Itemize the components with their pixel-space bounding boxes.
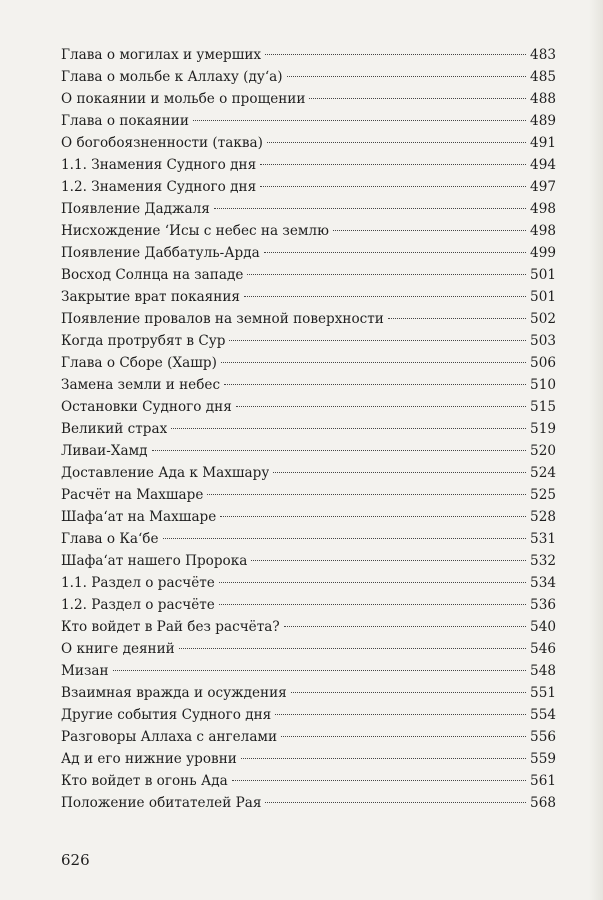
toc-entry xyxy=(61,308,556,330)
toc-entry xyxy=(61,682,556,704)
toc-entry-page: 489 xyxy=(530,113,556,129)
toc-entry-page: 568 xyxy=(530,795,556,811)
toc-entry xyxy=(61,440,556,462)
toc-entry-title: Положение обитателей Рая xyxy=(61,795,262,811)
toc-entry-title: Появление провалов на земной поверхности xyxy=(61,311,384,327)
dot-leader xyxy=(281,736,526,737)
toc-entry-page: 551 xyxy=(530,685,556,701)
toc-entry-page: 536 xyxy=(530,597,556,613)
toc-entry xyxy=(61,770,556,792)
toc-entry xyxy=(61,792,556,814)
toc-entry-page: 501 xyxy=(530,289,556,305)
toc-entry-page: 540 xyxy=(530,619,556,635)
toc-entry-page: 519 xyxy=(530,421,556,437)
dot-leader xyxy=(264,252,526,253)
dot-leader xyxy=(193,120,526,121)
dot-leader xyxy=(273,472,526,473)
toc-entry xyxy=(61,528,556,550)
dot-leader xyxy=(163,538,527,539)
toc-entry xyxy=(61,220,556,242)
dot-leader xyxy=(260,164,526,165)
toc-entry xyxy=(61,154,556,176)
dot-leader xyxy=(221,362,526,363)
toc-entry-title: Когда протрубят в Сур xyxy=(61,333,226,349)
toc-entry-title: Разговоры Аллаха с ангелами xyxy=(61,729,278,745)
toc-entry-page: 498 xyxy=(530,201,556,217)
dot-leader xyxy=(265,54,526,55)
toc-entry-page: 554 xyxy=(530,707,556,723)
toc-entry xyxy=(61,616,556,638)
dot-leader xyxy=(207,494,526,495)
toc-entry-page: 548 xyxy=(530,663,556,679)
dot-leader xyxy=(388,318,526,319)
dot-leader xyxy=(265,802,526,803)
dot-leader xyxy=(113,670,526,671)
dot-leader xyxy=(171,428,526,429)
toc-entry xyxy=(61,110,556,132)
toc-entry-title: Шафа‘ат на Махшаре xyxy=(61,509,217,525)
dot-leader xyxy=(309,98,526,99)
toc-entry-page: 528 xyxy=(530,509,556,525)
toc-entry-title: Глава о Ка‘бе xyxy=(61,531,159,547)
dot-leader xyxy=(219,582,526,583)
toc-entry xyxy=(61,484,556,506)
toc-entry-page: 491 xyxy=(530,135,556,151)
toc-entry-title: Доставление Ада к Махшару xyxy=(61,465,270,481)
toc-entry-page: 559 xyxy=(530,751,556,767)
toc-entry-title: О книге деяний xyxy=(61,641,175,657)
toc-entry-title: Восход Солнца на западе xyxy=(61,267,244,283)
toc-entry-page: 506 xyxy=(530,355,556,371)
dot-leader xyxy=(267,142,526,143)
toc-entry-title: Появление Даббатуль-Арда xyxy=(61,245,260,261)
dot-leader xyxy=(247,274,526,275)
toc-entry-page: 532 xyxy=(530,553,556,569)
toc-entry-title: Великий страх xyxy=(61,421,168,437)
toc-entry xyxy=(61,88,556,110)
dot-leader xyxy=(284,626,526,627)
toc-entry-page: 524 xyxy=(530,465,556,481)
toc-entry-page: 488 xyxy=(530,91,556,107)
toc-entry-page: 520 xyxy=(530,443,556,459)
toc-entry-title: Кто войдет в Рай без расчёта? xyxy=(61,619,280,635)
toc-entry-title: Глава о мольбе к Аллаху (ду‘а) xyxy=(61,69,283,85)
dot-leader xyxy=(232,780,526,781)
dot-leader xyxy=(241,758,526,759)
toc-entry xyxy=(61,198,556,220)
toc-entry-page: 501 xyxy=(530,267,556,283)
toc-entry xyxy=(61,176,556,198)
toc-entry xyxy=(61,660,556,682)
table-of-contents xyxy=(61,44,556,814)
dot-leader xyxy=(287,76,527,77)
toc-entry xyxy=(61,264,556,286)
dot-leader xyxy=(214,208,526,209)
toc-entry-title: Глава о Сборе (Хашр) xyxy=(61,355,217,371)
toc-entry xyxy=(61,748,556,770)
toc-entry-page: 534 xyxy=(530,575,556,591)
toc-entry xyxy=(61,44,556,66)
toc-entry xyxy=(61,704,556,726)
toc-entry-page: 561 xyxy=(530,773,556,789)
toc-entry xyxy=(61,242,556,264)
dot-leader xyxy=(220,516,526,517)
toc-entry-title: Глава о могилах и умерших xyxy=(61,47,262,63)
toc-entry xyxy=(61,506,556,528)
toc-entry-page: 556 xyxy=(530,729,556,745)
dot-leader xyxy=(275,714,526,715)
toc-entry xyxy=(61,594,556,616)
toc-entry xyxy=(61,132,556,154)
toc-entry-title: 1.2. Знамения Судного дня xyxy=(61,179,257,195)
toc-entry xyxy=(61,462,556,484)
toc-entry-title: Глава о покаянии xyxy=(61,113,189,129)
toc-entry-page: 494 xyxy=(530,157,556,173)
toc-entry-page: 525 xyxy=(530,487,556,503)
toc-entry-page: 515 xyxy=(530,399,556,415)
toc-entry xyxy=(61,418,556,440)
toc-entry-page: 502 xyxy=(530,311,556,327)
toc-entry xyxy=(61,374,556,396)
toc-entry-page: 497 xyxy=(530,179,556,195)
page-edge-shadow xyxy=(589,0,603,900)
dot-leader xyxy=(251,560,526,561)
toc-entry xyxy=(61,330,556,352)
toc-entry-title: Замена земли и небес xyxy=(61,377,221,393)
toc-entry-title: Кто войдет в огонь Ада xyxy=(61,773,228,789)
toc-entry-title: Взаимная вражда и осуждения xyxy=(61,685,287,701)
dot-leader xyxy=(179,648,526,649)
toc-entry xyxy=(61,726,556,748)
dot-leader xyxy=(244,296,526,297)
toc-entry-title: Закрытие врат покаяния xyxy=(61,289,240,305)
toc-entry-title: Нисхождение ‘Исы с небес на землю xyxy=(61,223,329,239)
toc-entry-page: 499 xyxy=(530,245,556,261)
toc-entry xyxy=(61,66,556,88)
toc-entry-title: Появление Даджаля xyxy=(61,201,210,217)
toc-entry-title: Ад и его нижние уровни xyxy=(61,751,237,767)
toc-entry-title: Остановки Судного дня xyxy=(61,399,232,415)
toc-entry-page: 483 xyxy=(530,47,556,63)
toc-entry xyxy=(61,638,556,660)
dot-leader xyxy=(333,230,526,231)
toc-entry-title: Расчёт на Махшаре xyxy=(61,487,204,503)
toc-entry-title: Другие события Судного дня xyxy=(61,707,272,723)
toc-entry xyxy=(61,352,556,374)
toc-entry-page: 531 xyxy=(530,531,556,547)
toc-entry-title: 1.1. Знамения Судного дня xyxy=(61,157,257,173)
toc-entry xyxy=(61,396,556,418)
dot-leader xyxy=(229,340,526,341)
toc-entry xyxy=(61,572,556,594)
toc-entry-page: 485 xyxy=(530,69,556,85)
toc-entry xyxy=(61,286,556,308)
dot-leader xyxy=(291,692,526,693)
toc-entry-title: Шафа‘ат нашего Пророка xyxy=(61,553,248,569)
toc-entry-title: О богобоязненности (таква) xyxy=(61,135,263,151)
toc-entry xyxy=(61,550,556,572)
toc-entry-title: Ливаи-Хамд xyxy=(61,443,148,459)
page-number: 626 xyxy=(61,851,90,869)
dot-leader xyxy=(152,450,527,451)
toc-entry-page: 546 xyxy=(530,641,556,657)
dot-leader xyxy=(219,604,526,605)
toc-entry-page: 503 xyxy=(530,333,556,349)
toc-entry-title: 1.1. Раздел о расчёте xyxy=(61,575,215,591)
dot-leader xyxy=(260,186,526,187)
toc-entry-page: 498 xyxy=(530,223,556,239)
toc-entry-page: 510 xyxy=(530,377,556,393)
toc-entry-title: О покаянии и мольбе о прощении xyxy=(61,91,306,107)
dot-leader xyxy=(236,406,526,407)
toc-entry-title: Мизан xyxy=(61,663,109,679)
toc-entry-title: 1.2. Раздел о расчёте xyxy=(61,597,215,613)
dot-leader xyxy=(224,384,526,385)
